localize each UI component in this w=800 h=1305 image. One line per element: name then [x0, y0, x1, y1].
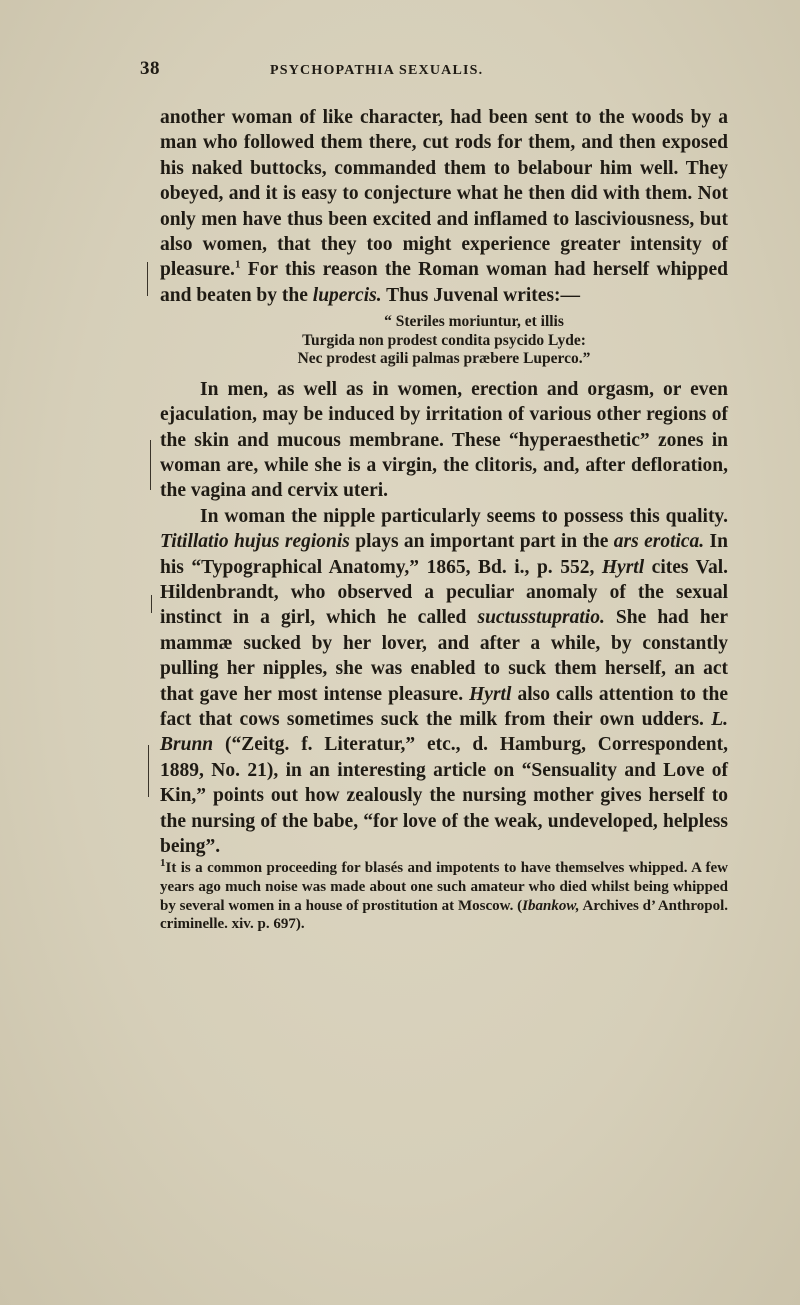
italic-term: Titillatio hujus regionis	[160, 531, 350, 553]
paragraph-3	[160, 504, 728, 860]
margin-pencil-mark	[148, 745, 149, 797]
italic-author: Hyrtl	[469, 683, 512, 705]
italic-author: Hyrtl	[601, 556, 645, 578]
margin-pencil-mark	[150, 440, 151, 490]
text-run: In his “Typographical Anatomy,” 1865, Bd. i., p. 552,	[160, 531, 728, 578]
text-run: It is a common proceeding for blasés and impotents to have themselves whipped. A few years ago much noise was made about one such amateur who died whilst being whipped by several women in a house of prostitution at Moscow. (	[160, 860, 728, 914]
text-run: another woman of like character, had been sent to the woods by a man who followed them there, cut rods for them, and then exposed his naked buttocks, commanded them to belabour him well. They obeyed, and it is easy to conjecture what he then did with them. Not only men have thus been excited and inflamed to lasciviousness, but also women, that they too might experience greater intensity of pleasure.	[160, 107, 728, 281]
footnote-marker: 1	[160, 857, 166, 870]
paragraph-1	[160, 105, 728, 308]
text-run: (“Zeitg. f. Literatur,” etc., d. Hamburg, Correspondent, 1889, No. 21), in an interesting article on “Sensuality and Love of Kin,” points out how zealously the nursing mother gives herself to the nursing of the babe, “for love of the weak, undeveloped, helpless being”.	[160, 734, 728, 858]
quote-line-2: Turgida non prodest condita psycido Lyde:	[302, 331, 586, 349]
italic-term: suctusstupratio.	[477, 607, 605, 629]
paragraph-2: In men, as well as in women, erection and orgasm, or even ejaculation, may be induced by irritation of various other regions of the skin and mucous membrane. These “hyperaesthetic” zones in woman are, while she is a virgin, the clitoris, and, after defloration, the vagina and cervix uteri.	[160, 378, 728, 502]
text-run: She had her mammæ sucked by her lover, and after a while, by constantly pulling her nipples, she was enabled to suck them herself, an act that gave her most intense pleasure.	[160, 607, 728, 705]
margin-pencil-mark	[151, 595, 152, 613]
body-text	[160, 105, 728, 934]
italic-author: Ibankow,	[522, 897, 580, 914]
quote-line-3: Nec prodest agili palmas præbere Luperco.”	[297, 350, 591, 368]
text-run: plays an important part in the	[349, 531, 614, 553]
italic-term: ars erotica.	[613, 531, 705, 553]
italic-author: L. Brunn	[160, 709, 728, 756]
text-run: cites Val. Hildenbrandt, who observed a peculiar anomaly of the sexual instinct in a girl, which he called	[160, 556, 729, 629]
footnote	[160, 859, 728, 933]
quote-line-1: “ Steriles moriuntur, et illis	[384, 313, 564, 331]
text-run: Archives d’ Anthropol. criminelle. xiv. p. 697).	[160, 897, 728, 933]
text-run: Thus Juvenal writes:—	[381, 284, 581, 306]
text-run: In woman the nipple particularly seems to possess this quality.	[200, 505, 728, 527]
page-number: 38	[140, 58, 160, 79]
text-run: also calls attention to the fact that cows sometimes suck the milk from their own udders.	[160, 683, 728, 731]
footnote-ref: 1	[234, 258, 241, 271]
running-title: PSYCHOPATHIA SEXUALIS.	[270, 63, 484, 78]
text-run: For this reason the Roman woman had herself whipped and beaten by the	[160, 259, 728, 306]
margin-pencil-mark	[147, 262, 148, 296]
page-header	[140, 58, 700, 80]
italic-term: lupercis.	[312, 284, 382, 306]
juvenal-quote	[160, 313, 728, 369]
